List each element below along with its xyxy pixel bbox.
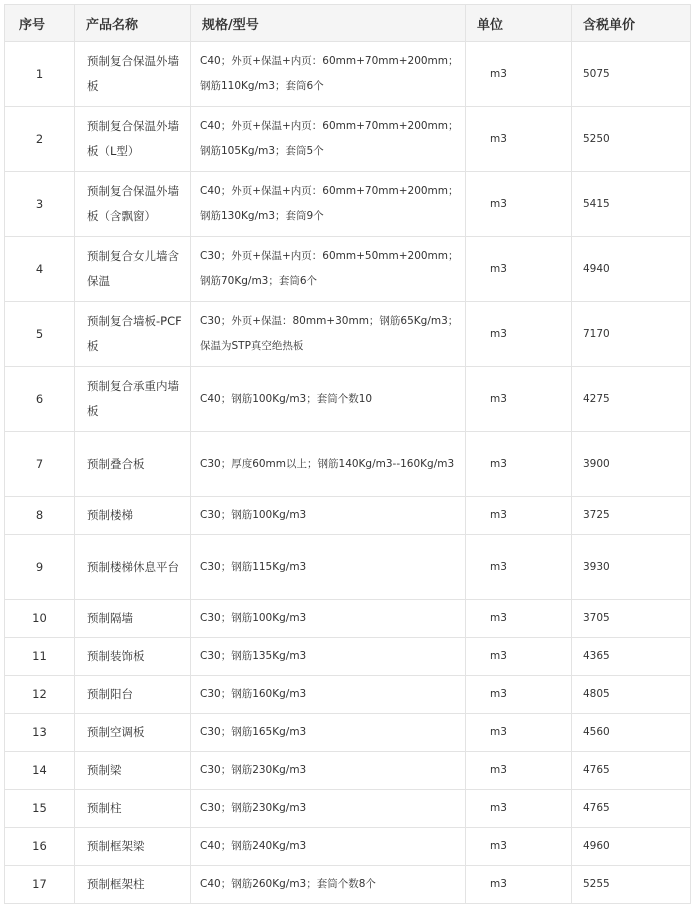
- cell-product-name: 预制框架柱: [75, 866, 191, 904]
- table-row: [5, 367, 691, 432]
- cell-seq: 10: [5, 600, 75, 638]
- cell-unit: m3: [466, 42, 572, 107]
- table-row: [5, 302, 691, 367]
- cell-spec: C40；钢筋100Kg/m3；套筒个数10: [191, 367, 466, 432]
- table-row: [5, 752, 691, 790]
- cell-price: 3900: [572, 432, 691, 497]
- cell-price: 4940: [572, 237, 691, 302]
- table-row: [5, 497, 691, 535]
- cell-seq: 2: [5, 107, 75, 172]
- cell-price: 4960: [572, 828, 691, 866]
- cell-spec: C40；钢筋240Kg/m3: [191, 828, 466, 866]
- cell-seq: 9: [5, 535, 75, 600]
- cell-price: 3930: [572, 535, 691, 600]
- cell-unit: m3: [466, 237, 572, 302]
- table-row: [5, 866, 691, 904]
- cell-product-name: 预制复合女儿墙含保温: [75, 237, 191, 302]
- cell-spec: C30；厚度60mm以上；钢筋140Kg/m3--160Kg/m3: [191, 432, 466, 497]
- cell-spec: C40；钢筋260Kg/m3；套筒个数8个: [191, 866, 466, 904]
- cell-seq: 15: [5, 790, 75, 828]
- cell-price: 3705: [572, 600, 691, 638]
- cell-product-name: 预制楼梯: [75, 497, 191, 535]
- table-row: [5, 535, 691, 600]
- cell-price: 4275: [572, 367, 691, 432]
- cell-unit: m3: [466, 790, 572, 828]
- cell-product-name: 预制阳台: [75, 676, 191, 714]
- cell-product-name: 预制复合墙板-PCF板: [75, 302, 191, 367]
- cell-spec: C30；钢筋100Kg/m3: [191, 497, 466, 535]
- cell-product-name: 预制框架梁: [75, 828, 191, 866]
- table-row: [5, 790, 691, 828]
- price-table: [4, 4, 691, 904]
- cell-seq: 4: [5, 237, 75, 302]
- cell-unit: m3: [466, 676, 572, 714]
- cell-unit: m3: [466, 497, 572, 535]
- cell-price: 3725: [572, 497, 691, 535]
- cell-seq: 17: [5, 866, 75, 904]
- cell-seq: 16: [5, 828, 75, 866]
- cell-price: 5255: [572, 866, 691, 904]
- cell-spec: C40；外页+保温+内页：60mm+70mm+200mm；钢筋110Kg/m3；套筒6个: [191, 42, 466, 107]
- cell-price: 4365: [572, 638, 691, 676]
- cell-spec: C40；外页+保温+内页：60mm+70mm+200mm；钢筋130Kg/m3；套筒9个: [191, 172, 466, 237]
- cell-spec: C30；钢筋230Kg/m3: [191, 790, 466, 828]
- cell-price: 7170: [572, 302, 691, 367]
- cell-product-name: 预制复合保温外墙板（含飘窗）: [75, 172, 191, 237]
- cell-product-name: 预制隔墙: [75, 600, 191, 638]
- cell-seq: 7: [5, 432, 75, 497]
- cell-price: 4765: [572, 752, 691, 790]
- table-header-row: [5, 5, 691, 42]
- cell-price: 5250: [572, 107, 691, 172]
- cell-product-name: 预制装饰板: [75, 638, 191, 676]
- cell-spec: C30；外页+保温：80mm+30mm；钢筋65Kg/m3；保温为STP真空绝热板: [191, 302, 466, 367]
- cell-product-name: 预制复合保温外墙板: [75, 42, 191, 107]
- table-row: [5, 714, 691, 752]
- cell-seq: 8: [5, 497, 75, 535]
- header-spec: 规格/型号: [191, 5, 466, 42]
- table-row: [5, 172, 691, 237]
- cell-unit: m3: [466, 107, 572, 172]
- cell-spec: C40；外页+保温+内页：60mm+70mm+200mm；钢筋105Kg/m3；套筒5个: [191, 107, 466, 172]
- header-product-name: 产品名称: [75, 5, 191, 42]
- cell-seq: 11: [5, 638, 75, 676]
- cell-price: 4805: [572, 676, 691, 714]
- cell-spec: C30；钢筋135Kg/m3: [191, 638, 466, 676]
- cell-price: 5415: [572, 172, 691, 237]
- cell-unit: m3: [466, 828, 572, 866]
- table-row: [5, 828, 691, 866]
- table-row: [5, 107, 691, 172]
- header-unit: 单位: [466, 5, 572, 42]
- cell-unit: m3: [466, 367, 572, 432]
- cell-spec: C30；钢筋100Kg/m3: [191, 600, 466, 638]
- cell-product-name: 预制楼梯休息平台: [75, 535, 191, 600]
- table-row: [5, 432, 691, 497]
- cell-unit: m3: [466, 638, 572, 676]
- table-row: [5, 600, 691, 638]
- cell-seq: 1: [5, 42, 75, 107]
- cell-unit: m3: [466, 714, 572, 752]
- cell-seq: 5: [5, 302, 75, 367]
- cell-spec: C30；钢筋165Kg/m3: [191, 714, 466, 752]
- cell-product-name: 预制复合承重内墙板: [75, 367, 191, 432]
- cell-product-name: 预制梁: [75, 752, 191, 790]
- cell-unit: m3: [466, 432, 572, 497]
- cell-unit: m3: [466, 752, 572, 790]
- cell-seq: 14: [5, 752, 75, 790]
- cell-product-name: 预制空调板: [75, 714, 191, 752]
- cell-unit: m3: [466, 172, 572, 237]
- cell-product-name: 预制叠合板: [75, 432, 191, 497]
- cell-unit: m3: [466, 866, 572, 904]
- cell-unit: m3: [466, 302, 572, 367]
- cell-seq: 6: [5, 367, 75, 432]
- cell-price: 4560: [572, 714, 691, 752]
- cell-spec: C30；外页+保温+内页：60mm+50mm+200mm；钢筋70Kg/m3；套筒6个: [191, 237, 466, 302]
- cell-seq: 3: [5, 172, 75, 237]
- table-row: [5, 638, 691, 676]
- table-row: [5, 237, 691, 302]
- cell-product-name: 预制复合保温外墙板（L型）: [75, 107, 191, 172]
- table-row: [5, 42, 691, 107]
- header-price: 含税单价: [572, 5, 691, 42]
- cell-unit: m3: [466, 535, 572, 600]
- header-seq: 序号: [5, 5, 75, 42]
- cell-seq: 13: [5, 714, 75, 752]
- cell-price: 4765: [572, 790, 691, 828]
- table-row: [5, 676, 691, 714]
- cell-unit: m3: [466, 600, 572, 638]
- cell-product-name: 预制柱: [75, 790, 191, 828]
- cell-spec: C30；钢筋230Kg/m3: [191, 752, 466, 790]
- cell-price: 5075: [572, 42, 691, 107]
- cell-seq: 12: [5, 676, 75, 714]
- cell-spec: C30；钢筋160Kg/m3: [191, 676, 466, 714]
- cell-spec: C30；钢筋115Kg/m3: [191, 535, 466, 600]
